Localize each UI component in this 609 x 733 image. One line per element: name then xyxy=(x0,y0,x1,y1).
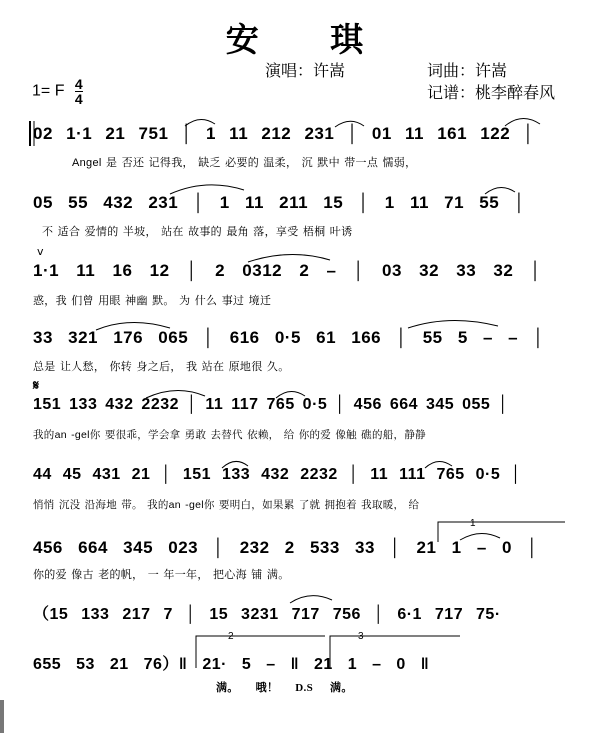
slur xyxy=(460,533,500,540)
volta-3-number: 3 xyxy=(358,631,364,642)
transcriber-credit: 记谱：桃李醉春风 xyxy=(427,83,556,102)
page-edge-shadow xyxy=(0,700,4,733)
score-row-9-notes: 655 53 21 76）‖ 21· 5 – ‖ 21 1 – 0 ‖ xyxy=(33,656,430,673)
score-row-7-notes: 456 664 345 023 │ 232 2 533 33 │ 21 1 – 0 │ xyxy=(33,538,539,557)
slur xyxy=(290,596,332,603)
volta-2-number: 2 xyxy=(228,631,234,642)
score-row-5-lyrics: 我的an -gel你 要很乖，学会拿 勇敢 去替代 依赖， 给 你的爱 像触 礁的船，静静 xyxy=(33,429,426,441)
time-signature-bottom: 4 xyxy=(74,91,83,107)
score-row-2-lyrics: 不 适合 爱情的 半坡， 站在 故事的 最角 落，享受 梧桐 叶诱 xyxy=(42,226,353,238)
breath-mark: v xyxy=(37,245,44,258)
slur xyxy=(222,461,248,468)
song-title: 安 琪 xyxy=(225,20,394,59)
slur xyxy=(146,390,205,398)
volta-1-number: 1 xyxy=(470,518,476,529)
score-row-1-lyrics: Angel 是 否还 记得我， 缺乏 必要的 温柔， 沉 默中 带一点 懦弱， xyxy=(72,157,417,169)
score-row-6-lyrics: 悄悄 沉没 沿海地 带。 我的an -gel你 要明白，如果累 了就 拥抱着 我取暖， 给 xyxy=(33,499,420,511)
slur xyxy=(485,187,515,194)
slur xyxy=(248,254,330,262)
slur xyxy=(185,119,215,126)
composer-credit: 词曲：许嵩 xyxy=(427,61,508,80)
singer-credit: 演唱：许嵩 xyxy=(265,61,346,80)
slur xyxy=(96,322,170,330)
slur xyxy=(425,461,452,468)
score-row-7-lyrics: 你的爱 像古 老的帆， 一 年一年， 把心海 铺 满。 xyxy=(33,569,290,581)
score-row-8-notes: （15 133 217 7 │ 15 3231 717 756 │ 6·1 717 75· xyxy=(33,606,501,623)
score-row-6-notes: 44 45 431 21 │ 151 133 432 2232 │ 11 111 765 0·5 │ xyxy=(33,466,522,483)
volta-1-bracket xyxy=(438,522,565,542)
slur xyxy=(335,121,364,127)
score-row-2-notes: 05 55 432 231 │ 1 11 211 15 │ 1 11 71 55 │ xyxy=(33,193,526,212)
slur xyxy=(170,185,244,194)
segno-sign: 𝄋 xyxy=(33,378,40,394)
score-row-5-notes: 151 133 432 2232 │ 11 117 765 0·5 │ 456 664 345 055 │ xyxy=(33,396,509,413)
score-row-3-lyrics: 惑，我 们曾 用眼 神幽 默。 为 什么 事过 境迁 xyxy=(33,295,272,307)
score-row-4-lyrics: 总是 让人愁， 你转 身之后， 我 站在 原地很 久。 xyxy=(33,361,290,373)
score-row-9-lyrics: 满。 哦！ D.S 满。 xyxy=(216,682,353,694)
score-row-1-notes: 02 1·1 21 751 │ 1 11 212 231 │ 01 11 161 122 │ xyxy=(33,124,535,143)
slur xyxy=(505,118,540,126)
score-row-4-notes: 33 321 176 065 │ 616 0·5 61 166 │ 55 5 – – │ xyxy=(33,328,545,347)
score-row-3-notes: 1·1 11 16 12 │ 2 0312 2 – │ 03 32 33 32 │ xyxy=(33,261,542,280)
time-signature-top: 4 xyxy=(74,76,83,92)
slur xyxy=(276,391,305,398)
volta-2-bracket xyxy=(196,636,325,668)
volta-3-bracket xyxy=(330,636,460,668)
slur xyxy=(408,320,498,328)
key-label: 1= F xyxy=(32,82,65,100)
